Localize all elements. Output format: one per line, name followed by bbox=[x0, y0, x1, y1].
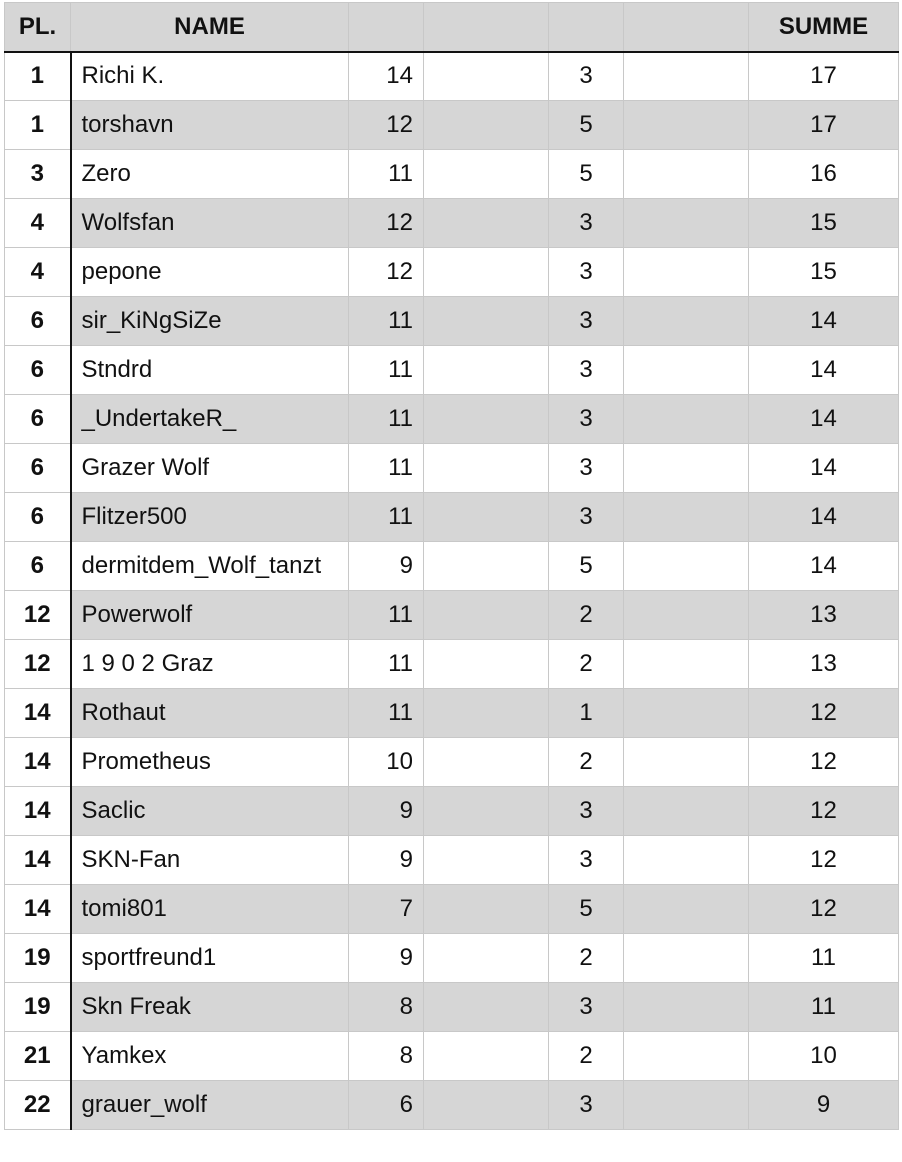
points-a-cell: 11 bbox=[349, 689, 424, 738]
table-row bbox=[5, 591, 899, 640]
empty-cell bbox=[624, 689, 749, 738]
name-cell: dermitdem_Wolf_tanzt bbox=[71, 542, 349, 591]
name-cell: 1 9 0 2 Graz bbox=[71, 640, 349, 689]
points-b-cell: 3 bbox=[549, 297, 624, 346]
table-row bbox=[5, 689, 899, 738]
points-a-cell: 7 bbox=[349, 885, 424, 934]
points-b-cell: 5 bbox=[549, 101, 624, 150]
empty-cell bbox=[424, 395, 549, 444]
place-cell: 14 bbox=[5, 738, 71, 787]
name-cell: _UndertakeR_ bbox=[71, 395, 349, 444]
points-b-cell: 5 bbox=[549, 150, 624, 199]
header-sum: SUMME bbox=[749, 3, 899, 52]
name-cell: Richi K. bbox=[71, 52, 349, 101]
points-a-cell: 11 bbox=[349, 591, 424, 640]
sum-cell: 12 bbox=[749, 836, 899, 885]
place-cell: 19 bbox=[5, 934, 71, 983]
ranking-table bbox=[4, 2, 899, 1130]
empty-cell bbox=[624, 542, 749, 591]
sum-cell: 17 bbox=[749, 52, 899, 101]
empty-cell bbox=[424, 836, 549, 885]
empty-cell bbox=[424, 52, 549, 101]
sum-cell: 14 bbox=[749, 444, 899, 493]
points-a-cell: 11 bbox=[349, 444, 424, 493]
points-a-cell: 12 bbox=[349, 101, 424, 150]
points-b-cell: 2 bbox=[549, 738, 624, 787]
name-cell: grauer_wolf bbox=[71, 1081, 349, 1130]
place-cell: 19 bbox=[5, 983, 71, 1032]
points-a-cell: 11 bbox=[349, 395, 424, 444]
sum-cell: 15 bbox=[749, 199, 899, 248]
points-b-cell: 2 bbox=[549, 1032, 624, 1081]
sum-cell: 11 bbox=[749, 983, 899, 1032]
empty-cell bbox=[424, 444, 549, 493]
points-a-cell: 11 bbox=[349, 150, 424, 199]
points-b-cell: 3 bbox=[549, 444, 624, 493]
place-cell: 21 bbox=[5, 1032, 71, 1081]
points-a-cell: 8 bbox=[349, 983, 424, 1032]
name-cell: Powerwolf bbox=[71, 591, 349, 640]
empty-cell bbox=[624, 52, 749, 101]
name-cell: torshavn bbox=[71, 101, 349, 150]
points-a-cell: 10 bbox=[349, 738, 424, 787]
empty-cell bbox=[424, 591, 549, 640]
place-cell: 4 bbox=[5, 248, 71, 297]
points-b-cell: 3 bbox=[549, 493, 624, 542]
points-a-cell: 9 bbox=[349, 836, 424, 885]
header-name: NAME bbox=[71, 3, 349, 52]
table-row bbox=[5, 52, 899, 101]
empty-cell bbox=[424, 248, 549, 297]
points-b-cell: 2 bbox=[549, 640, 624, 689]
place-cell: 6 bbox=[5, 297, 71, 346]
sum-cell: 12 bbox=[749, 787, 899, 836]
table-row bbox=[5, 738, 899, 787]
name-cell: sportfreund1 bbox=[71, 934, 349, 983]
name-cell: Skn Freak bbox=[71, 983, 349, 1032]
place-cell: 14 bbox=[5, 787, 71, 836]
table-row bbox=[5, 297, 899, 346]
empty-cell bbox=[424, 199, 549, 248]
points-b-cell: 3 bbox=[549, 787, 624, 836]
place-cell: 6 bbox=[5, 395, 71, 444]
points-a-cell: 11 bbox=[349, 640, 424, 689]
table-row bbox=[5, 150, 899, 199]
empty-cell bbox=[624, 444, 749, 493]
sum-cell: 14 bbox=[749, 395, 899, 444]
name-cell: Prometheus bbox=[71, 738, 349, 787]
empty-cell bbox=[424, 542, 549, 591]
points-a-cell: 6 bbox=[349, 1081, 424, 1130]
sum-cell: 12 bbox=[749, 738, 899, 787]
place-cell: 6 bbox=[5, 444, 71, 493]
sum-cell: 14 bbox=[749, 297, 899, 346]
table-row bbox=[5, 934, 899, 983]
table-row bbox=[5, 395, 899, 444]
points-a-cell: 12 bbox=[349, 248, 424, 297]
points-a-cell: 9 bbox=[349, 934, 424, 983]
table-row bbox=[5, 983, 899, 1032]
points-a-cell: 11 bbox=[349, 493, 424, 542]
place-cell: 1 bbox=[5, 101, 71, 150]
name-cell: Grazer Wolf bbox=[71, 444, 349, 493]
name-cell: sir_KiNgSiZe bbox=[71, 297, 349, 346]
empty-cell bbox=[624, 934, 749, 983]
sum-cell: 10 bbox=[749, 1032, 899, 1081]
table-row bbox=[5, 444, 899, 493]
points-b-cell: 2 bbox=[549, 591, 624, 640]
place-cell: 4 bbox=[5, 199, 71, 248]
header-row bbox=[5, 3, 899, 52]
place-cell: 6 bbox=[5, 493, 71, 542]
table-row bbox=[5, 248, 899, 297]
header-place: PL. bbox=[5, 3, 71, 52]
place-cell: 14 bbox=[5, 885, 71, 934]
points-a-cell: 12 bbox=[349, 199, 424, 248]
points-b-cell: 3 bbox=[549, 199, 624, 248]
table-row bbox=[5, 787, 899, 836]
empty-cell bbox=[624, 297, 749, 346]
empty-cell bbox=[624, 885, 749, 934]
place-cell: 22 bbox=[5, 1081, 71, 1130]
place-cell: 6 bbox=[5, 346, 71, 395]
sum-cell: 9 bbox=[749, 1081, 899, 1130]
empty-cell bbox=[424, 346, 549, 395]
empty-cell bbox=[624, 787, 749, 836]
table-row bbox=[5, 1032, 899, 1081]
name-cell: tomi801 bbox=[71, 885, 349, 934]
name-cell: Stndrd bbox=[71, 346, 349, 395]
table-row bbox=[5, 101, 899, 150]
header-col6 bbox=[624, 3, 749, 52]
empty-cell bbox=[424, 787, 549, 836]
points-a-cell: 11 bbox=[349, 346, 424, 395]
name-cell: Zero bbox=[71, 150, 349, 199]
place-cell: 14 bbox=[5, 836, 71, 885]
empty-cell bbox=[624, 983, 749, 1032]
table-row bbox=[5, 542, 899, 591]
points-b-cell: 3 bbox=[549, 395, 624, 444]
points-a-cell: 9 bbox=[349, 542, 424, 591]
points-b-cell: 3 bbox=[549, 983, 624, 1032]
sum-cell: 14 bbox=[749, 542, 899, 591]
sum-cell: 12 bbox=[749, 885, 899, 934]
place-cell: 12 bbox=[5, 591, 71, 640]
points-b-cell: 3 bbox=[549, 52, 624, 101]
empty-cell bbox=[624, 738, 749, 787]
header-col3 bbox=[349, 3, 424, 52]
table-row bbox=[5, 199, 899, 248]
table-row bbox=[5, 885, 899, 934]
sum-cell: 14 bbox=[749, 346, 899, 395]
place-cell: 6 bbox=[5, 542, 71, 591]
points-b-cell: 2 bbox=[549, 934, 624, 983]
table-row bbox=[5, 836, 899, 885]
empty-cell bbox=[624, 199, 749, 248]
header-col4 bbox=[424, 3, 549, 52]
empty-cell bbox=[624, 150, 749, 199]
empty-cell bbox=[624, 101, 749, 150]
sum-cell: 13 bbox=[749, 591, 899, 640]
empty-cell bbox=[424, 983, 549, 1032]
sum-cell: 17 bbox=[749, 101, 899, 150]
place-cell: 14 bbox=[5, 689, 71, 738]
table-row bbox=[5, 640, 899, 689]
points-a-cell: 9 bbox=[349, 787, 424, 836]
empty-cell bbox=[424, 297, 549, 346]
empty-cell bbox=[624, 640, 749, 689]
points-a-cell: 8 bbox=[349, 1032, 424, 1081]
table-row bbox=[5, 346, 899, 395]
empty-cell bbox=[624, 395, 749, 444]
empty-cell bbox=[424, 885, 549, 934]
name-cell: Saclic bbox=[71, 787, 349, 836]
name-cell: Yamkex bbox=[71, 1032, 349, 1081]
points-b-cell: 1 bbox=[549, 689, 624, 738]
points-b-cell: 3 bbox=[549, 1081, 624, 1130]
sum-cell: 13 bbox=[749, 640, 899, 689]
points-b-cell: 3 bbox=[549, 248, 624, 297]
name-cell: Flitzer500 bbox=[71, 493, 349, 542]
empty-cell bbox=[424, 738, 549, 787]
empty-cell bbox=[624, 346, 749, 395]
empty-cell bbox=[624, 1081, 749, 1130]
place-cell: 1 bbox=[5, 52, 71, 101]
place-cell: 12 bbox=[5, 640, 71, 689]
sum-cell: 15 bbox=[749, 248, 899, 297]
empty-cell bbox=[624, 248, 749, 297]
place-cell: 3 bbox=[5, 150, 71, 199]
table-row bbox=[5, 493, 899, 542]
sum-cell: 16 bbox=[749, 150, 899, 199]
points-a-cell: 14 bbox=[349, 52, 424, 101]
name-cell: Rothaut bbox=[71, 689, 349, 738]
empty-cell bbox=[424, 1081, 549, 1130]
empty-cell bbox=[424, 493, 549, 542]
empty-cell bbox=[624, 836, 749, 885]
sum-cell: 12 bbox=[749, 689, 899, 738]
header-col5 bbox=[549, 3, 624, 52]
table-row bbox=[5, 1081, 899, 1130]
name-cell: SKN-Fan bbox=[71, 836, 349, 885]
empty-cell bbox=[624, 1032, 749, 1081]
empty-cell bbox=[424, 150, 549, 199]
name-cell: Wolfsfan bbox=[71, 199, 349, 248]
sum-cell: 14 bbox=[749, 493, 899, 542]
points-a-cell: 11 bbox=[349, 297, 424, 346]
empty-cell bbox=[424, 689, 549, 738]
empty-cell bbox=[424, 1032, 549, 1081]
empty-cell bbox=[424, 101, 549, 150]
points-b-cell: 5 bbox=[549, 885, 624, 934]
sum-cell: 11 bbox=[749, 934, 899, 983]
empty-cell bbox=[424, 640, 549, 689]
name-cell: pepone bbox=[71, 248, 349, 297]
points-b-cell: 5 bbox=[549, 542, 624, 591]
empty-cell bbox=[624, 591, 749, 640]
points-b-cell: 3 bbox=[549, 836, 624, 885]
empty-cell bbox=[424, 934, 549, 983]
points-b-cell: 3 bbox=[549, 346, 624, 395]
empty-cell bbox=[624, 493, 749, 542]
